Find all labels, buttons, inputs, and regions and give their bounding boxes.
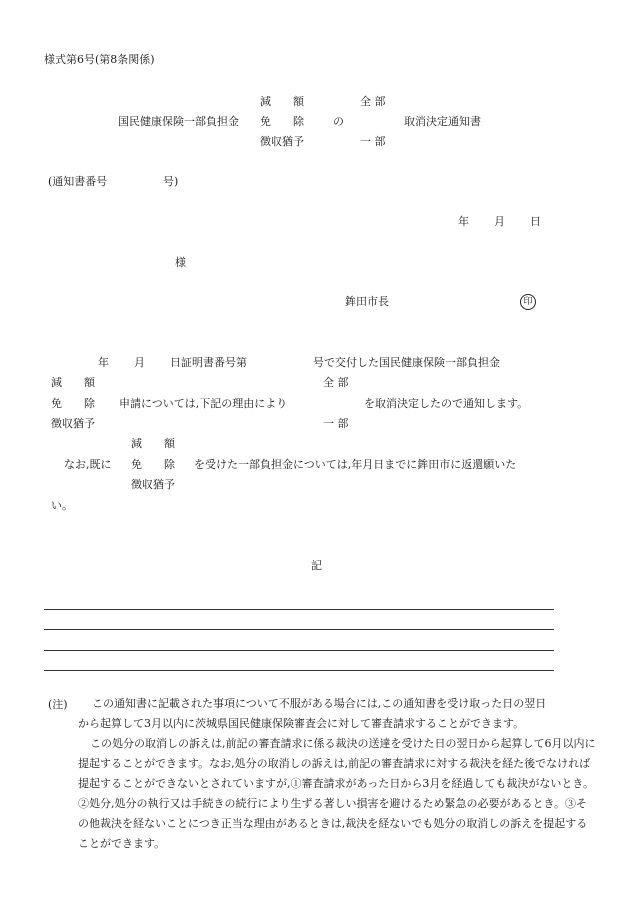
ki-heading: 記 (311, 559, 322, 572)
body-type-reduction: 減 額 (51, 376, 95, 389)
title-type-exemption: 免 除 (260, 115, 304, 128)
body-type-deferral: 徴収猶予 (51, 417, 95, 430)
body-month: 月 (134, 356, 145, 369)
body-scope-full: 全 部 (323, 376, 349, 389)
body-year: 年 (98, 356, 109, 369)
body-decision-text: を取消決定したので通知します。 (364, 397, 529, 410)
body-line2-prefix: なお,既に (64, 458, 112, 471)
title-type-deferral: 徴収猶予 (260, 135, 304, 148)
body-line2-end: い。 (51, 499, 73, 512)
date-day: 日 (530, 215, 541, 228)
body-scope-partial: 一 部 (323, 417, 349, 430)
body-day-cert: 日証明書番号第 (170, 356, 247, 369)
notes-body (78, 694, 598, 854)
title-scope-partial: 一 部 (360, 135, 386, 148)
issuer-name: 鉾田市長 (345, 295, 389, 308)
notes-para-1a: この通知書に記載された事項について不服がある場合には,この通知書を受け取った日の翌日 (92, 697, 547, 710)
title-type-reduction: 減 額 (260, 95, 304, 108)
form-label: 様式第6号(第8条関係) (44, 53, 155, 66)
body-type-exemption: 免 除 (51, 397, 95, 410)
title-particle: の (333, 115, 344, 128)
addressee-suffix: 様 (175, 256, 186, 269)
body-inline-reduction: 減 額 (131, 437, 175, 450)
body-issued: 号で交付した国民健康保険一部負担金 (313, 356, 500, 369)
body-inline-exemption: 免 除 (131, 458, 175, 471)
body-line2-suffix: を受けた一部負担金については,年月日までに鉾田市に返還願いた (194, 458, 517, 471)
reason-line-2 (44, 629, 554, 630)
seal-icon: 印 (520, 294, 536, 310)
title-suffix: 取消決定通知書 (404, 115, 481, 128)
title-subject: 国民健康保険一部負担金 (118, 115, 239, 128)
notice-number-prefix: (通知書番号 (48, 175, 108, 188)
notes-para-1b: から起算して3月以内に茨城県国民健康保険審査会に対して審査請求することができます。 (78, 717, 525, 730)
body-inline-deferral: 徴収猶予 (131, 478, 175, 491)
reason-line-1 (44, 609, 554, 610)
date-year: 年 (458, 215, 469, 228)
date-month: 月 (494, 215, 505, 228)
body-request-text: 申請については,下記の理由により (119, 397, 288, 410)
notes-label: (注) (48, 698, 68, 711)
reason-line-4 (44, 670, 554, 671)
reason-line-3 (44, 650, 554, 651)
title-scope-full: 全 部 (360, 95, 386, 108)
notice-number-suffix: 号) (163, 175, 179, 188)
notes-para-2: この処分の取消しの訴えは,前記の審査請求に係る裁決の送達を受けた日の翌日から起算して6月以内に提起することができます。なお,処分の取消しの訴えは,前記の審査請求に対する裁決を経た後でなければ提起することができないとされていますが,①審査請求があった日から3月を経過しても裁決がないとき。②処分,処分の執行又は手続きの続行により生ずる著しい損害を避けるため緊急の必要があるとき。③その他裁決を経ないことにつき正当な理由があるときは,裁決を経ないでも処分の取消しの訴えを提起することができます。 (78, 737, 596, 850)
